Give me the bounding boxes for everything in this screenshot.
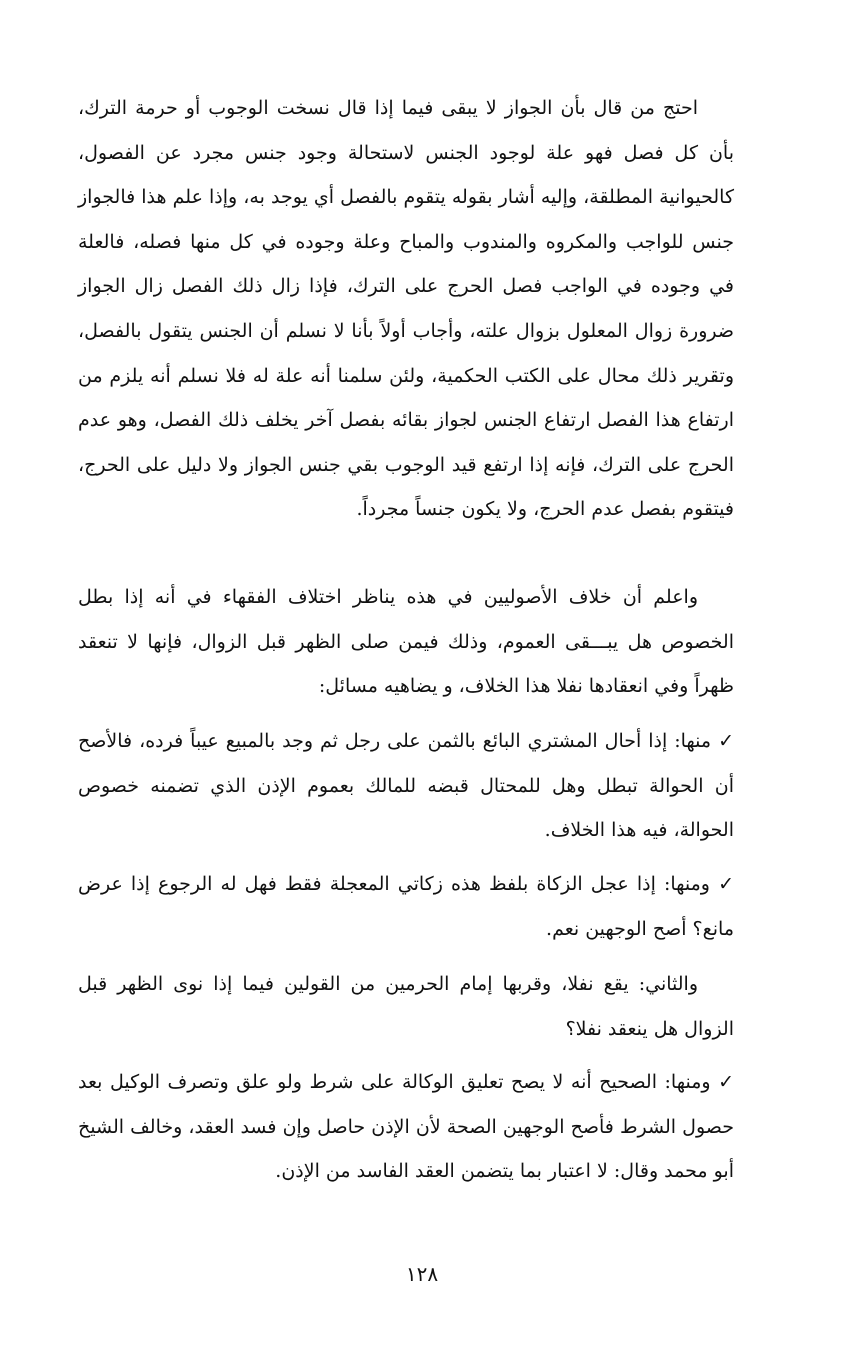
paragraph-text: ✓ ومنها: الصحيح أنه لا يصح تعليق الوكالة على شرط ولو علق وتصرف الوكيل بعد حصول الشرط فأصح الوجهين الصحة لأن الإذن حاصل وإن فسد العقد، وخالف الشيخ أبو محمد وقال: لا اعتبار بما يتضمن العقد الفاسد من الإذن.: [78, 1071, 734, 1183]
paragraph-2: [78, 575, 734, 709]
paragraph-4: [78, 862, 734, 951]
paragraph-text: ✓ منها: إذا أحال المشتري البائع بالثمن على رجل ثم وجد بالمبيع عيباً فرده، فالأصح أن الحوالة تبطل وهل للمحتال قبضه للمالك بعموم الإذن الذي تضمنه خصوص الحوالة، فيه هذا الخلاف.: [78, 730, 734, 842]
paragraph-1: [78, 86, 734, 532]
paragraph-text: ✓ ومنها: إذا عجل الزكاة بلفظ هذه زكاتي المعجلة فقط فهل له الرجوع إذا عرض مانع؟ أصح الوجهين نعم.: [78, 873, 734, 940]
paragraph-text: احتج من قال بأن الجواز لا يبقى فيما إذا قال نسخت الوجوب أو حرمة الترك، بأن كل فصل فهو علة لوجود الجنس لاستحالة وجود جنس مجرد عن الفصول، كالحيوانية المطلقة، وإليه أشار بقوله يتقوم بالفصل أي يوجد به، وإذا علم هذا فالجواز جنس للواجب والمكروه والمندوب والمباح وعلة وجوده في كل منها فصله، فالعلة في وجوده في الواجب فصل الحرج على الترك، فإذا زال ذلك الفصل زال الجواز ضرورة زوال المعلول بزوال علته، وأجاب أولاً بأنا لا نسلم أن الجنس يتقول بالفصل، وتقرير ذلك محال على الكتب الحكمية، ولئن سلمنا أنه علة له فلا نسلم أنه يلزم من ارتفاع هذا الفصل ارتفاع الجنس لجواز بقائه بفصل آخر يخلف ذلك الفصل، وهو عدم الحرج على الترك، فإنه إذا ارتفع قيد الوجوب بقي جنس الجواز ولا دليل على الحرج، فيتقوم بفصل عدم الحرج، ولا يكون جنساً مجرداً.: [78, 97, 734, 521]
paragraph-text: واعلم أن خلاف الأصوليين في هذه يناظر اختلاف الفقهاء في أنه إذا بطل الخصوص هل يبـــقى العموم، وذلك فيمن صلى الظهر قبل الزوال، فإنها لا تنعقد ظهراً وفي انعقادها نفلا هذا الخلاف، و يضاهيه مسائل:: [78, 586, 734, 698]
paragraph-5: [78, 962, 734, 1051]
paragraph-3: [78, 719, 734, 853]
page-number: ١٢٨: [405, 1262, 439, 1286]
paragraph-6: [78, 1060, 734, 1194]
paragraph-text: والثاني: يقع نفلا، وقربها إمام الحرمين من القولين فيما إذا نوى الظهر قبل الزوال هل ينعقد نفلا؟: [78, 973, 734, 1040]
